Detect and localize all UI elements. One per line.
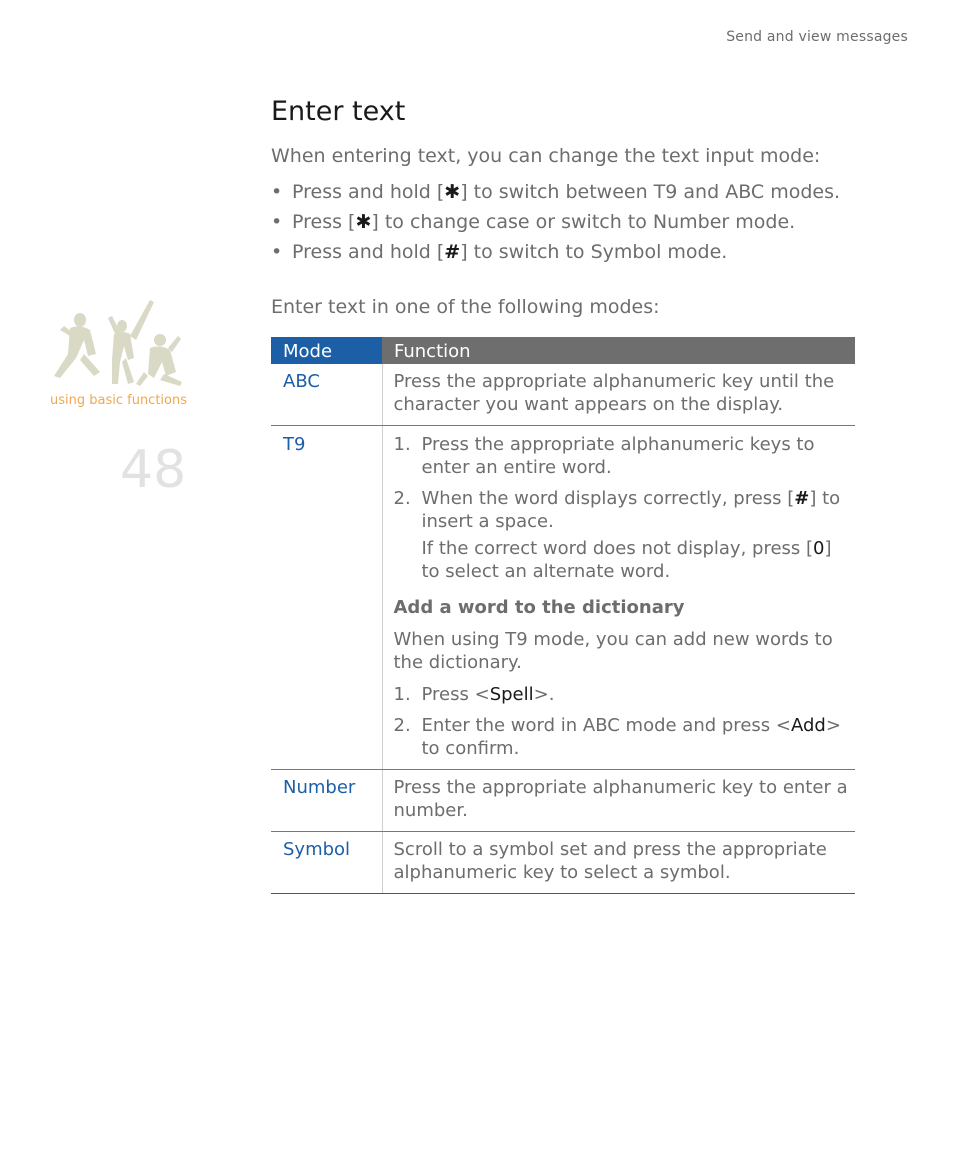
mode-symbol: Symbol (271, 832, 382, 894)
hash-key-icon: # (444, 241, 461, 263)
star-key-icon: ✱ (355, 211, 372, 233)
table-row (271, 770, 855, 832)
zero-key: 0 (813, 538, 825, 559)
spell-softkey: Spell (489, 684, 534, 705)
dictionary-steps (394, 683, 852, 760)
list-item: 1. Press <Spell>. (393, 684, 555, 705)
dictionary-text: When using T9 mode, you can add new words to the dictionary. (393, 629, 833, 673)
mode-t9: T9 (271, 426, 382, 770)
function-symbol: Scroll to a symbol set and press the appropriate alphanumeric key to select a symbol. (382, 832, 855, 894)
function-abc: Press the appropriate alphanumeric key until the character you want appears on the display. (382, 364, 855, 426)
list-item: 2. Enter the word in ABC mode and press <Add> to confirm. (393, 715, 841, 759)
intro-text: When entering text, you can change the text input mode: (271, 145, 821, 167)
mode-switch-list (271, 179, 855, 265)
function-t9 (382, 426, 855, 770)
list-item: 1. Press the appropriate alphanumeric keys to enter an entire word. (393, 434, 815, 478)
table-row (271, 832, 855, 894)
list-item: • Press and hold [✱] to switch between T9 and ABC modes. (271, 179, 855, 205)
column-header-function: Function (382, 337, 855, 364)
section-title: Enter text (271, 96, 406, 127)
table-row (271, 426, 855, 770)
mode-number: Number (271, 770, 382, 832)
t9-steps (394, 433, 852, 533)
function-number: Press the appropriate alphanumeric key to enter a number. (382, 770, 855, 832)
table-row (271, 364, 855, 426)
chapter-illustration (50, 296, 185, 388)
table-header-row (271, 337, 855, 364)
list-item: • Press [✱] to change case or switch to Number mode. (271, 209, 855, 235)
hash-key-icon: # (794, 488, 810, 509)
column-header-mode: Mode (271, 337, 382, 364)
modes-table (271, 337, 855, 894)
star-key-icon: ✱ (444, 181, 461, 203)
running-header: Send and view messages (726, 29, 908, 45)
mode-abc: ABC (271, 364, 382, 426)
dictionary-heading: Add a word to the dictionary (393, 597, 685, 618)
modes-intro-text: Enter text in one of the following modes: (271, 296, 660, 318)
main-content (271, 95, 855, 894)
list-item: 2. When the word displays correctly, press [#] to insert a space. (393, 488, 841, 532)
page-number: 48 (120, 440, 187, 500)
add-softkey: Add (790, 715, 826, 736)
t9-note: If the correct word does not display, press [0] to select an alternate word. (421, 538, 832, 582)
list-item: • Press and hold [#] to switch to Symbol mode. (271, 239, 855, 265)
chapter-label: using basic functions (50, 393, 188, 408)
